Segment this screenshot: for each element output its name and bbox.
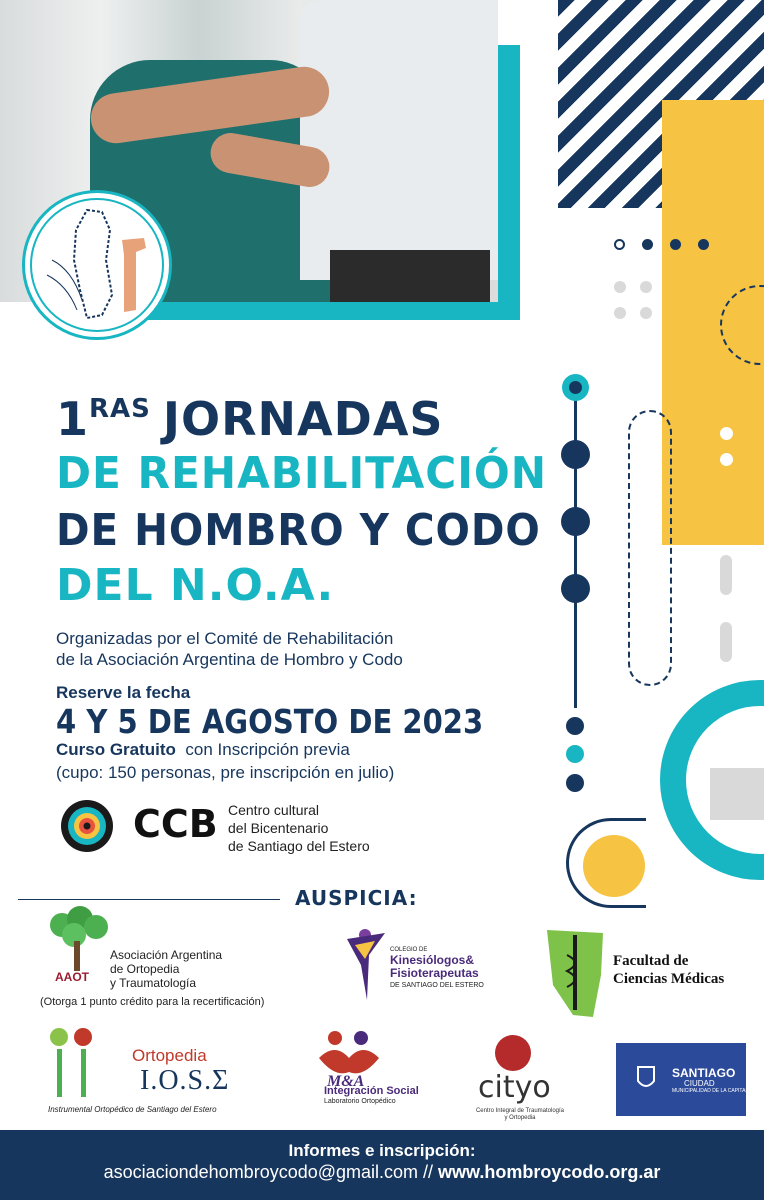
dot-decor <box>614 307 626 319</box>
organizers-line: de la Asociación Argentina de Hombro y Codo <box>56 650 403 669</box>
grey-block-decor <box>710 768 764 820</box>
pill-decor <box>720 622 732 662</box>
svg-text:M&A: M&A <box>327 1073 365 1088</box>
title-line-3: DE HOMBRO Y CODO <box>56 505 541 556</box>
event-date: 4 Y 5 DE AGOSTO DE 2023 <box>56 702 484 741</box>
cityo-logo-icon <box>495 1035 531 1071</box>
aaot-line: de Ortopedia <box>110 962 180 976</box>
iose-ortopedia: Ortopedia <box>132 1046 207 1065</box>
therapist-coat <box>300 0 498 280</box>
kinesiologos-bottom: DE SANTIAGO DEL ESTERO <box>390 982 484 989</box>
santiago-subtitle-2: MUNICIPALIDAD DE LA CAPITAL <box>672 1088 749 1094</box>
cityo-name: cityo <box>478 1070 551 1105</box>
facultad-line: Facultad de <box>613 953 689 969</box>
facultad-name <box>613 952 724 988</box>
yellow-circle-decor <box>583 835 645 897</box>
title-line-4: DEL N.O.A. <box>56 560 335 611</box>
footer-label: Informes e inscripción: <box>288 1141 476 1160</box>
organizers-line: Organizadas por el Comité de Rehabilitación <box>56 629 394 648</box>
municipality-crest-icon <box>636 1065 656 1091</box>
venue-line: de Santiago del Estero <box>228 838 370 854</box>
title-line-1: $1^{RAS}$ JORNADAS <box>56 392 444 446</box>
dot-decor <box>566 745 584 763</box>
facultad-line: Ciencias Médicas <box>613 971 725 987</box>
title-line-2: DE REHABILITACIÓN <box>56 448 548 499</box>
dot-decor <box>720 427 733 440</box>
dot-decor <box>561 507 590 536</box>
ccb-logo-icon <box>58 797 116 855</box>
iose-name: I.O.S.Σ <box>140 1065 230 1096</box>
dashed-pill-decor <box>628 410 672 686</box>
footer-contact <box>0 1162 764 1183</box>
quota-info: (cupo: 150 personas, pre inscripción en julio) <box>56 763 395 782</box>
dot-decor <box>561 440 590 469</box>
association-logo-ring <box>30 198 164 332</box>
dot-decor <box>642 239 653 250</box>
contact-email-link[interactable]: asociaciondehombroycodo@gmail.com <box>103 1162 419 1182</box>
kinesiologos-line: Kinesiólogos& <box>390 953 475 967</box>
dot-decor <box>720 453 733 466</box>
kinesiologos-line: Fisioterapeutas <box>390 966 479 980</box>
kinesiologos-top: COLEGIO DE <box>390 947 428 953</box>
dot-decor <box>670 239 681 250</box>
dot-decor <box>614 281 626 293</box>
dot-decor <box>614 239 625 250</box>
footer-separator: // <box>418 1162 439 1182</box>
venue-name <box>228 801 370 855</box>
dot-decor <box>640 281 652 293</box>
reserve-label: Reserve la fecha <box>56 683 191 702</box>
aaot-abbr: AAOT <box>55 970 89 984</box>
venue-line: Centro cultural <box>228 802 320 818</box>
divider <box>18 899 280 900</box>
venue-line: del Bicentenario <box>228 820 329 836</box>
course-info: Curso Gratuito con Inscripción previa <box>56 740 350 759</box>
ma-subtitle: Laboratorio Ortopédico <box>324 1098 396 1105</box>
ma-logo-icon <box>313 1028 385 1088</box>
dot-decor <box>569 381 582 394</box>
dot-decor <box>698 239 709 250</box>
timeline-line-decor <box>574 388 577 708</box>
iose-logo-icon <box>45 1025 135 1100</box>
pill-decor <box>720 555 732 595</box>
kinesiologos-name <box>390 954 479 980</box>
organizers-text <box>56 628 403 670</box>
aaot-line: y Traumatología <box>110 976 197 990</box>
iose-subtitle: Instrumental Ortopédico de Santiago del Estero <box>48 1105 217 1114</box>
santiago-title: SANTIAGO <box>672 1066 736 1080</box>
aaot-line: Asociación Argentina <box>110 948 223 962</box>
aaot-tree-icon <box>40 905 114 975</box>
sponsors-label: AUSPICIA: <box>295 886 418 910</box>
website-link[interactable]: www.hombroycodo.org.ar <box>438 1162 661 1182</box>
venue-abbr: CCB <box>133 802 218 846</box>
dot-decor <box>640 307 652 319</box>
dot-decor <box>566 774 584 792</box>
dot-decor <box>566 717 584 735</box>
aaot-note: (Otorga 1 punto crédito para la recertificación) <box>40 996 265 1008</box>
ma-name: Integración Social <box>324 1085 419 1097</box>
therapist-pants <box>330 250 490 302</box>
dot-decor <box>561 574 590 603</box>
aaot-name <box>110 948 222 990</box>
santiago-subtitle: CIUDAD <box>684 1079 715 1088</box>
shoulder-elbow-icon <box>32 200 162 330</box>
kinesiologos-logo-icon <box>345 925 387 1005</box>
facultad-logo-icon <box>543 925 607 1020</box>
cityo-subtitle: Centro Integral de Traumatología y Ortopedia <box>475 1108 565 1121</box>
